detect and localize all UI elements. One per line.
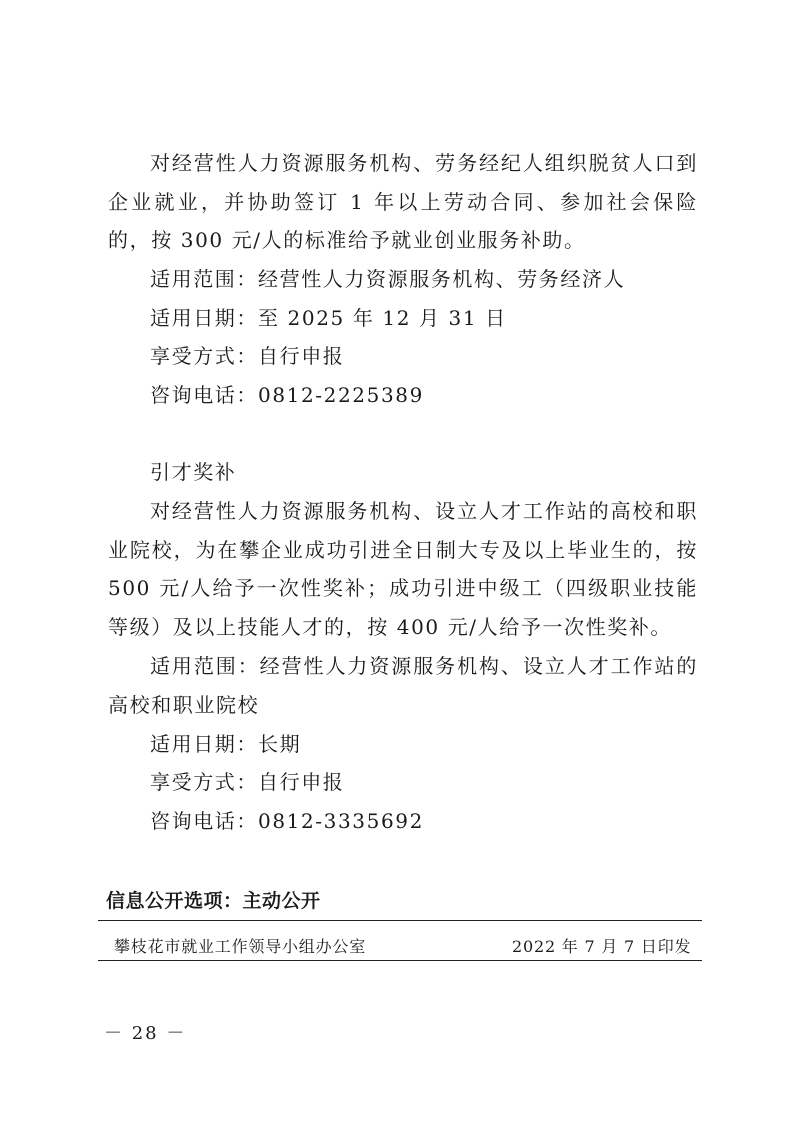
section2-body: 对经营性人力资源服务机构、设立人才工作站的高校和职业院校，为在攀企业成功引进全日制大专及以上毕业生的，按 500 元/人给予一次性奖补；成功引进中级工（四级职业技能等级）及以上技能人才的，按 400 元/人给予一次性奖补。 bbox=[108, 499, 698, 639]
section1-method: 享受方式：自行申报 bbox=[150, 344, 345, 368]
section2-scope: 适用范围：经营性人力资源服务机构、设立人才工作站的高校和职业院校 bbox=[108, 654, 698, 717]
section1-date: 适用日期：至 2025 年 12 月 31 日 bbox=[150, 306, 507, 330]
section2-contact: 咨询电话：0812-3335692 bbox=[150, 809, 424, 833]
footer-top-rule bbox=[98, 920, 702, 921]
disclosure-option: 信息公开选项：主动公开 bbox=[106, 890, 321, 912]
section2-heading: 引才奖补 bbox=[150, 460, 237, 484]
page-number: － 28 － bbox=[104, 1023, 187, 1044]
section2-date: 适用日期：长期 bbox=[150, 732, 302, 756]
footer-bottom-rule bbox=[98, 960, 702, 961]
issue-date: 2022 年 7 月 7 日印发 bbox=[512, 937, 692, 956]
section2-method: 享受方式：自行申报 bbox=[150, 770, 345, 794]
issuer-office: 攀枝花市就业工作领导小组办公室 bbox=[114, 937, 367, 956]
section1-contact: 咨询电话：0812-2225389 bbox=[150, 383, 424, 407]
section1-body: 对经营性人力资源服务机构、劳务经纪人组织脱贫人口到企业就业，并协助签订 1 年以上劳动合同、参加社会保险的，按 300 元/人的标准给予就业创业服务补助。 bbox=[108, 151, 698, 252]
section1-scope: 适用范围：经营性人力资源服务机构、劳务经济人 bbox=[150, 267, 626, 291]
